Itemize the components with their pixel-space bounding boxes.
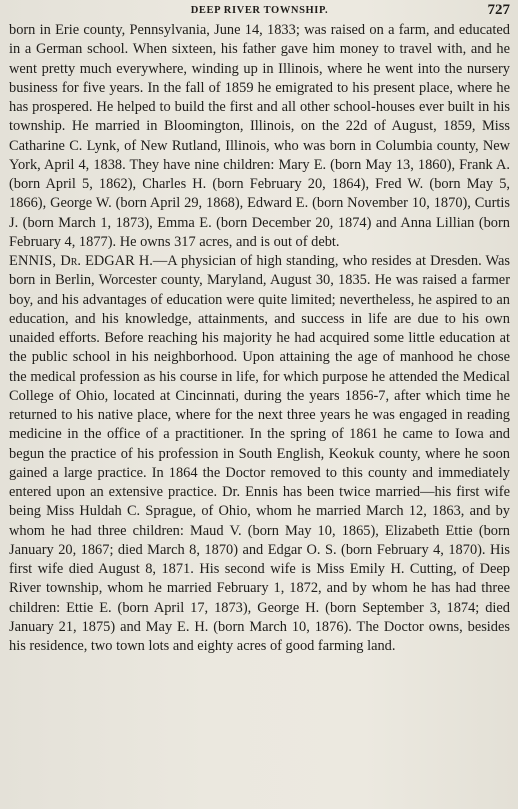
biography-ennis bbox=[9, 252, 510, 656]
body-text bbox=[9, 21, 510, 656]
running-title: DEEP RIVER TOWNSHIP. bbox=[190, 5, 329, 16]
page-number: 727 bbox=[487, 2, 510, 18]
paragraph-text: —A physician of high standing, who resides at Dresden. Was born in Berlin, Worcester county, Maryland, August 30, 1835. He was raised a farmer boy, and his advantages of education were quite limited; nevertheless, he aspired to an education, and his knowledge, attainments, and success in life are due to his own unaided efforts. Before reaching his majority he had acquired some little education at the public school in his neighborhood. Upon attaining the age of manhood he chose the medical profession as his course in life, for which purpose he attended the Medical College of Ohio, located at Cincinnati, during the years 1856-7, after which time he returned to his native place, where for the next three years he was engaged in reading medicine in the office of a practitioner. In the spring of 1861 he came to Iowa and begun the practice of his profession in South English, Keokuk county, where he soon gained a large practice. In 1864 the Doctor removed to this county and immediately entered upon an extensive practice. Dr. Ennis has been twice married—his first wife being Miss Huldah C. Sprague, of Ohio, whom he married March 12, 1863, and by whom he had three children: Maud V. (born May 10, 1865), Elizabeth Ettie (born January 20, 1867; died March 8, 1870) and Edgar O. S. (born February 4, 1870). His first wife died August 8, 1871. His second wife is Miss Emily H. Cutting, of Deep River township, whom he married February 1, 1872, and by whom he has had three children: Ettie E. (born April 17, 1873), George H. (born September 3, 1874; died January 21, 1875) and May E. H. (born March 10, 1876). The Doctor owns, besides his residence, two town lots and eighty acres of good farming land. bbox=[9, 253, 510, 654]
biography-surname: ENNIS, bbox=[9, 253, 57, 269]
biography-given-name: Dr. EDGAR H. bbox=[60, 253, 153, 269]
page-header bbox=[9, 1, 510, 21]
paragraph-text: born in Erie county, Pennsylvania, June 14, 1833; was raised on a farm, and educated in a German school. When sixteen, his father gave him money to travel with, and he went pretty much everywhere, winding up in Illinois, where he went into the nursery business for five years. In the fall of 1859 he emigrated to his present place, where he has prospered. He helped to build the first and all other school-houses ever built in his township. He married in Bloomington, Illinois, on the 22d of August, 1859, Miss Catharine C. Lynk, of New Rutland, Illinois, who was born in Columbia county, New York, April 4, 1838. They have nine children: Mary E. (born May 13, 1860), Frank A. (born April 5, 1862), Charles H. (born February 20, 1864), Fred W. (born May 5, 1866), George W. (born April 29, 1868), Edward E. (born November 10, 1870), Curtis J. (born March 1, 1873), Emma E. (born December 20, 1874) and Anna Lillian (born February 4, 1877). He owns 317 acres, and is out of debt. bbox=[9, 22, 510, 250]
biography-continued bbox=[9, 21, 510, 252]
